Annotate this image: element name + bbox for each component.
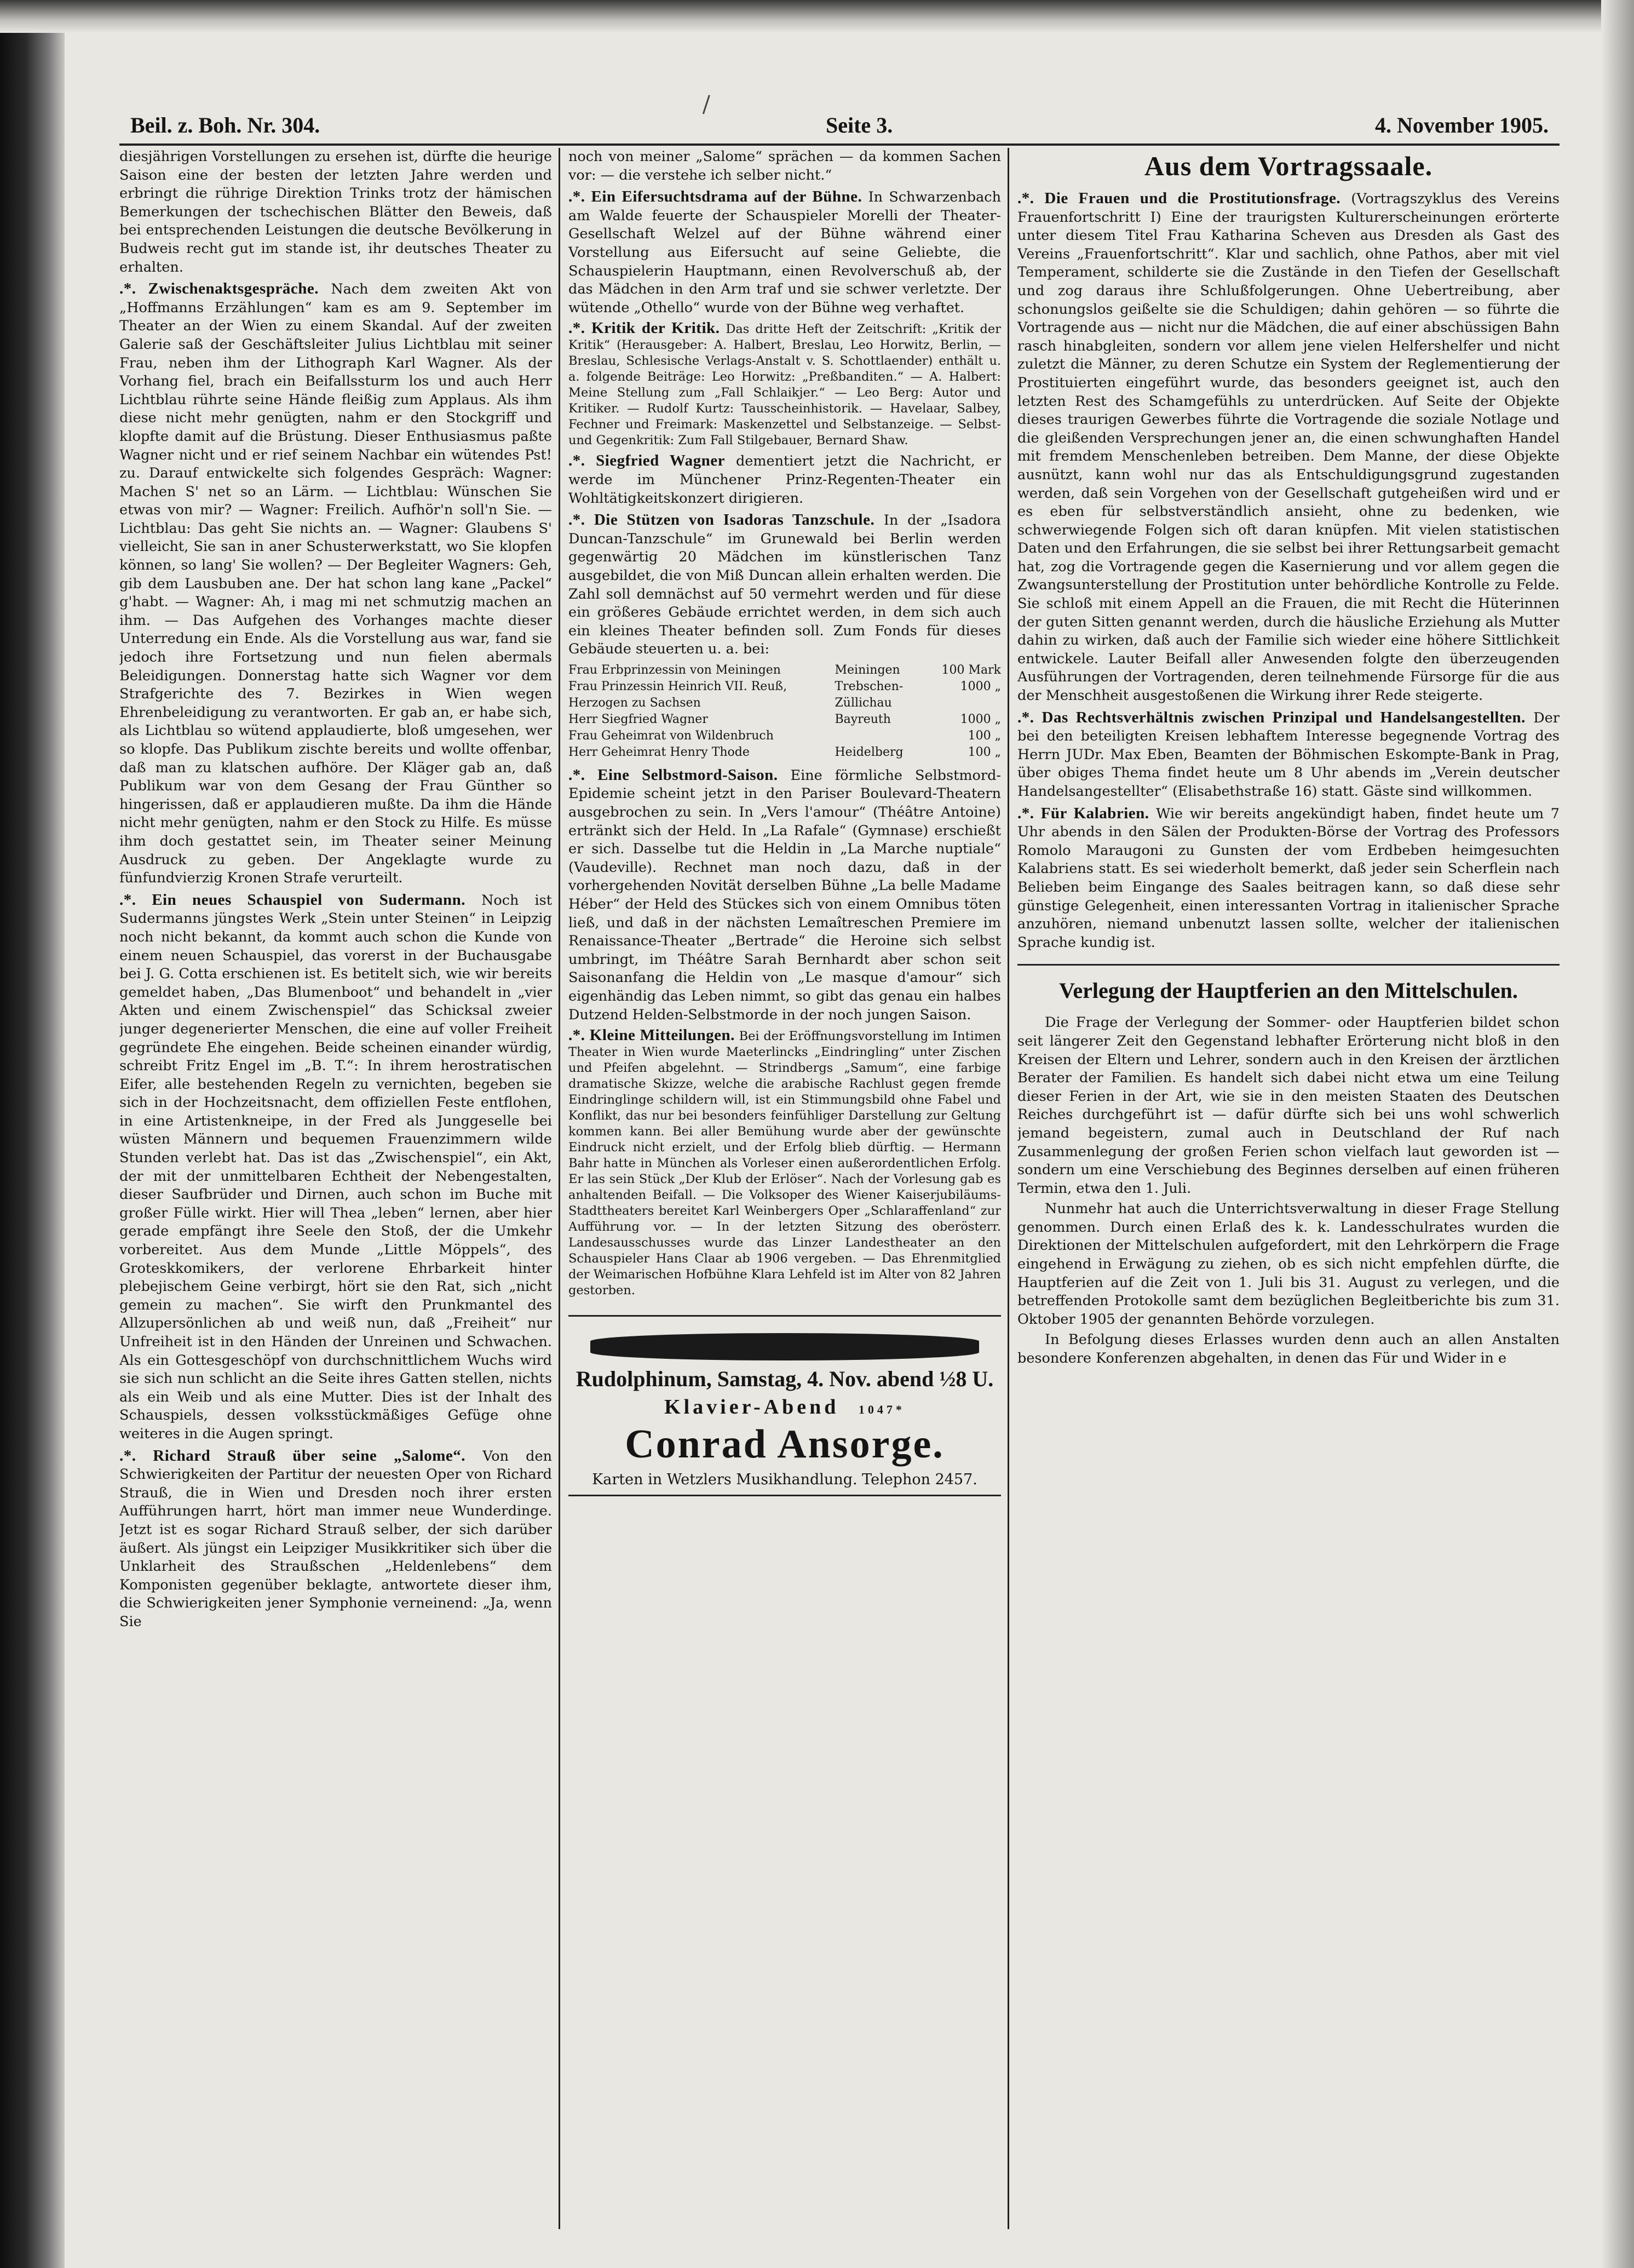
ad-decorative-bar: [590, 1333, 979, 1360]
article-selbstmord-saison: [568, 766, 1001, 1024]
article-body: (Vortragszyklus des Vereins Frauenfortschritt I) Eine der traurigsten Kulturerscheinungen erörterte unter diesem Titel Frau Katharina Scheven aus Dresden als Gast des Vereins „Frauenfortschritt“. Klar und sachlich, ohne Pathos, aber mit viel Temperament, schilderte sie die Zustände in den Tiefen der Gesellschaft und zog daraus ihre Schlußfolgerungen. Ohne Uebertreibung, aber schonungslos geißelte sie die Schuldigen; dahin gehören — so führte die Vortragende aus — nicht nur die Mädchen, die auf einer abschüssigen Bahn rasch hinabgleiten, sondern vor allem jene vielen Helfershelfer und nicht zuletzt die Männer, zu deren Schutze ein System der Reglementierung der Prostituierten eingeführt wurde, das besonders geeignet ist, auch den letzten Rest des Schamgefühls zu unterdrücken. Auf Seite der Objekte dieses traurigen Gewerbes führte die Vortragende die soziale Notlage und die gleißenden Versprechungen jener an, die einen schwunghaften Handel mit fremdem Menschenleben betreiben. Dem Manne, der diese Objekte ausnützt, kann wohl nur das als Entschuldigungsgrund zugestanden werden, daß sein Vorgehen von der Gesellschaft gutgeheißen wird und er es eben für selbstverständlich ansieht, ohne zu bedenken, wie schwerwiegende Folgen sich oft daran knüpfen. Mit vielen statistischen Daten und den Erfahrungen, die sie selbst bei ihrer Rettungsarbeit gemacht hat, zog die Vortragende gegen die Kasernierung und vor allem gegen die Zwangsunterstellung der Prostitution unter behördliche Kontrolle zu Felde. Sie schloß mit einem Appell an die Frauen, die mit Recht die Hüterinnen der guten Sitten genannt werden, durch die häusliche Erziehung als Mutter dahin zu wirken, daß auch der Familie sich wieder eine höhere Sittlichkeit entwickele. Lauter Beifall aller Anwesenden folgte den überzeugenden Ausführungen der Vortragenden, deren teilnehmende Fürsorge für die aus der Menschheit ausgestoßenen die Wirkung ihrer Rede steigerte.: [1017, 191, 1560, 704]
article-body: Noch ist Sudermanns jüngstes Werk „Stein unter Steinen“ in Leipzig noch nicht bekannt, da kommt auch schon die Kunde von einem neuen Schauspiel, das vorerst in der Buchausgabe bei J. G. Cotta erschienen ist. Es betitelt sich, wie wir bereits gemeldet haben, „Das Blumenboot“ und behandelt in „vier Akten und einem Zwischenspiel“ das Schicksal zweier junger degenerierter Menschen, die eine auf voller Freiheit gegründete Ehe eingehen. Beide scheinen einander würdig, schreibt Fritz Engel im „B. T.“: In ihrem herostratischen Eifer, alle bestehenden Regeln zu vernichten, begeben sie sich in der Hochzeitsnacht, dem offiziellen Feste entflohen, in eine Artistenkneipe, in der Fred als Junggeselle bei wüsten Männern und bequemen Frauenzimmern wilde Stunden verlebt hat. Das ist das „Zwischenspiel“, ein Akt, der mit der unmittelbaren Echtheit der Nebengestalten, dieser Saufbrüder und Dirnen, auch schon im Buche mit großer Fülle wirkt. Hier will Thea „leben“ lernen, aber hier gerade empfängt ihre Seele den Stoß, der die Umkehr vorbereitet. Aus dem Munde „Little Möppels“, des Groteskkomikers, der verlorene Ehrbarkeit hinter plebejischem Geine verbirgt, hört sie den Rat, sich „nicht gemein zu machen“. Sie wirft den Prunkmantel des Allzupersönlichen ab und weiß nun, daß „Freiheit“ nur Unfreiheit ist in den Händen der Unreinen und Schwachen. Als ein Gottesgeschöpf von durchschnittlichem Wuchs wird sie sich nun schlicht an die Seite ihres Gatten stellen, nichts als ein Weib und als eine Mutter. Dies ist der Inhalt des Schauspiels, dessen volksstückmäßiges Gefüge ohne weiteres in die Augen springt.: [119, 892, 552, 1442]
donor-place: Heidelberg: [835, 745, 904, 759]
donor-row: [568, 662, 1001, 679]
donor-place: Bayreuth: [835, 712, 891, 726]
donor-name: Frau Geheimrat von Wildenbruch: [568, 728, 774, 743]
donor-name: Frau Erbprinzessin von Meiningen: [568, 663, 781, 677]
article-siegfried-wagner: [568, 452, 1001, 508]
donor-amount: 1000 „: [960, 712, 1001, 726]
article-heading: .*. Eine Selbstmord-Saison.: [568, 766, 778, 784]
column-1: [119, 148, 552, 2240]
article-heading: .*. Für Kalabrien.: [1017, 805, 1149, 822]
article-body: Wie wir bereits angekündigt haben, findet heute um 7 Uhr abends in den Sälen der Produkten-Börse der Vortrag des Professors Romolo Maraugoni zu Gunsten der vom Erdbeben heimgesuchten Kalabriens statt. Es sei wiederholt bemerkt, daß jeder sein Scherflein nach Belieben beim Eingange des Saales beitragen kann, so daß diese sehr günstige Gelegenheit, einen interessanten Vortrag in italienischer Sprache anzuhören, niemand unbenutzt lassen sollte, welcher der italienischen Sprache kundig ist.: [1017, 805, 1560, 951]
article-eifersuchtsdrama: [568, 188, 1001, 317]
header-issue: Beil. z. Boh. Nr. 304.: [130, 113, 320, 137]
article-heading: .*. Das Rechtsverhältnis zwischen Prinzipal und Handelsangestellten.: [1017, 709, 1526, 726]
concert-advertisement: [568, 1315, 1001, 1496]
ad-venue-date: Rudolphinum, Samstag, 4. Nov. abend ½8 U.: [576, 1366, 994, 1392]
donor-name: Herr Geheimrat Henry Thode: [568, 745, 750, 759]
paragraph: Nunmehr hat auch die Unterrichtsverwaltung in dieser Frage Stellung genommen. Durch einen Erlaß des k. k. Landesschulrates wurden die Direktionen der Mittelschulen aufgefordert, mit den Lehrkörpern die Frage eingehend in Erwägung zu ziehen, ob es sich nicht empfehlen dürfte, die Hauptferien auf die Zeit von 1. Juli bis 31. August zu verlegen, und die betreffenden Protokolle samt dem bezüglichen Begleitberichte bis zum 31. Oktober 1905 der genannten Behörde vorzulegen.: [1017, 1201, 1560, 1328]
article-continuation: noch von meiner „Salome“ sprächen — da kommen Sachen vor: — die verstehe ich selber nicht.“: [568, 148, 1001, 183]
article-kalabrien: [1017, 805, 1560, 952]
ad-rule: [568, 1495, 1001, 1496]
section-rule: [1017, 964, 1560, 966]
article-prostitutionsfrage: [1017, 190, 1560, 705]
column-3: [1017, 148, 1560, 2240]
section-title: Aus dem Vortragssaale.: [1144, 151, 1433, 181]
donor-place: Meiningen: [835, 663, 900, 677]
column-2: [568, 148, 1001, 2240]
article-heading: .*. Ein neues Schauspiel von Sudermann.: [119, 891, 465, 909]
article-heading: .*. Siegfried Wagner: [568, 452, 725, 469]
article-body: Nach dem zweiten Akt von „Hoffmanns Erzählungen“ kam es am 9. September im Theater an der Wien zu einem Skandal. Auf der zweiten Galerie saß der Geschäftsleiter Julius Lichtblau mit seiner Frau, neben ihm der Lithograph Karl Wagner. Als der Vorhang fiel, brach ein Beifallssturm los und auch Herr Lichtblau rührte seine Hände fleißig zum Applaus. Als ihm diese nicht mehr genügten, nahm er den Stockgriff und klopfte damit auf die Brüstung. Dieser Enthusiasmus paßte Wagner nicht und er rief seinem Nachbar ein wütendes Pst! zu. Darauf entwickelte sich folgendes Gespräch: Wagner: Machen S' net so an Lärm. — Lichtblau: Wünschen Sie etwas von mir? — Wagner: Freilich. Aufhör'n soll'n Sie. — Lichtblau: Das geht Sie nichts an. — Wagner: Glaubens S' vielleicht, Sie san in aner Schusterwerkstatt, wo Sie klopfen können, so lang' Sie wollen? — Der Begleiter Wagners: Geh, gib dem Lausbuben ane. Der hat schon lang kane „Packel“ g'habt. — Wagner: Ah, i mag mi net schmutzig machen an ihm. — Das Aufgehen des Vorhanges machte dieser Unterredung ein Ende. Als die Vorstellung aus war, fand sie jedoch ihre Fortsetzung und nun fielen abermals Beleidigungen. Donnerstag hatte sich Wagner vor dem Strafgerichte des 7. Bezirkes in Wien wegen Ehrenbeleidigung zu verantworten. Er gab an, er habe sich, als Lichtblau so wütend applaudierte, bloß umgesehen, wer so klopfe. Das Publikum zischte bereits und wollte offenbar, daß man zu klatschen aufhöre. Der Kläger gab an, daß Publikum war von dem Gesang der Frau Günther so hingerissen, daß er applaudieren mußte. Da ihm die Hände nicht mehr genügten, nahm er den Stock zu Hilfe. Es müsse ihm doch gestattet sein, im Theater seiner Meinung Ausdruck zu geben. Der Angeklagte wurde zu fünfundvierzig Kronen Strafe verurteilt.: [119, 281, 552, 887]
donor-amount: 1000 „: [960, 679, 1001, 693]
article-rechtsverhaeltnis: [1017, 709, 1560, 801]
article-zwischenaktsgespraeche: [119, 280, 552, 888]
donor-place: Trebschen-Züllichau: [835, 679, 904, 710]
donor-amount: 100 „: [968, 728, 1001, 743]
donor-row: [568, 744, 1001, 761]
ad-number: 1047*: [858, 1403, 905, 1417]
article-heading: .*. Zwischenaktsgespräche.: [119, 280, 319, 297]
article-body: Der bei den beteiligten Kreisen lebhaftem Interesse begegnende Vortrag des Herrn JUDr. Max Eben, Beamten der Böhmischen Eskompte-Bank in Prag, über obiges Thema findet heute um 8 Uhr abends im „Verein deutscher Handelsangestellter“ (Elisabethstraße 16) statt. Gäste sind willkommen.: [1017, 709, 1560, 800]
header-date: 4. November 1905.: [1375, 113, 1549, 137]
newspaper-page: [65, 0, 1634, 2268]
article-kleine-mitteilungen: [568, 1027, 1001, 1299]
page-header: [130, 112, 1549, 145]
column-rule: [1008, 148, 1009, 2229]
article-heading: .*. Die Stützen von Isadoras Tanzschule.: [568, 511, 874, 529]
article-body: Von den Schwierigkeiten der Partitur der neuesten Oper von Richard Strauß, die in Wien und Dresden noch ihrer ersten Aufführungen harrt, hört man immer neue Wunderdinge. Jetzt ist es sogar Richard Strauß selber, der sich darüber äußert. Als jüngst ein Leipziger Musikkritiker sich über die Unklarheit des Straußschen „Heldenlebens“ dem Komponisten gegenüber beklagte, antwortete dieser ihm, die Schwierigkeiten jener Symphonie verneinend: „Ja, wenn Sie: [119, 1448, 552, 1630]
scan-edge-left: [0, 0, 65, 2268]
article-strauss: [119, 1447, 552, 1632]
donor-table: [568, 662, 1001, 761]
donor-place: [835, 728, 941, 744]
header-page-number: Seite 3.: [826, 113, 893, 137]
article-body: Eine förmliche Selbstmord-Epidemie scheint jetzt in den Pariser Boulevard-Theatern ausgebrochen zu sein. In „Vers l'amour“ (Théâtre Antoine) ertränkt sich der Held. In „La Rafale“ (Gymnase) erschießt er sich. Dasselbe tut die Heldin in „La Marche nuptiale“ (Vaudeville). Rechnet man noch dazu, daß in der vorhergehenden Novität derselben Bühne „La belle Madame Héber“ der Held des Stückes sich von einem Omnibus töten ließ, und daß in der nächsten Lemaîtreschen Premiere im Renaissance-Theater „Bertrade“ die Heroine sich selbst umbringt, im Théâtre Sarah Bernhardt aber schon seit Saisonanfang die Heldin von „Le masque d'amour“ sich eigenhändig das Leben nimmt, so gibt das genau ein halbes Dutzend Helden-Selbstmorde in der noch jungen Saison.: [568, 767, 1001, 1023]
article-heading: .*. Richard Strauß über seine „Salome“.: [119, 1447, 465, 1465]
article-heading: .*. Ein Eifersuchtsdrama auf der Bühne.: [568, 188, 862, 205]
paragraph: In Befolgung dieses Erlasses wurden denn auch an allen Anstalten besondere Konferenzen abgehalten, in denen das Für und Wider in e: [1017, 1331, 1560, 1367]
donor-amount: 100 Mark: [941, 663, 1001, 677]
article-body: Bei der Eröffnungsvorstellung im Intimen Theater in Wien wurde Maeterlincks „Eindringling“ unter Zischen und Pfeifen abgelehnt. — Strindbergs „Samum“, eine farbige dramatische Skizze, welche die arabische Rachlust gegen fremde Eindringlinge schildern will, ist ein Stimmungsbild ohne Fabel und Konflikt, das nur bei besonders feinfühliger Darstellung zur Geltung kommen kann. Bei aller Bemühung wurde aber der gewünschte Eindruck nicht erzielt, und der Erfolg blieb dürftig. — Hermann Bahr hatte in München als Vorleser einen außerordentlichen Erfolg. Er las sein Stück „Der Klub der Erlöser“. Nach der Vorlesung gab es anhaltenden Beifall. — Die Volksoper des Wiener Kaiserjubiläums-Stadttheaters bereitet Karl Weinbergers Oper „Schlaraffenland“ zur Aufführung vor. — In der letzten Sitzung des oberösterr. Landesausschusses wurde das Linzer Landestheater an den Schauspieler Hans Claar ab 1906 vergeben. — Das Ehrenmitglied der Weimarischen Hofbühne Klara Lehfeld ist im Alter von 82 Jahren gestorben.: [568, 1029, 1001, 1298]
article-continuation: diesjährigen Vorstellungen zu ersehen ist, dürfte die heurige Saison eine der besten der letzten Jahre werden und erbringt die rührige Direktion Trinks trotz der hämischen Bemerkungen der tschechischen Blätter den Beweis, daß bei entsprechenden Leistungen die deutsche Bevölkerung in Budweis recht gut im stande ist, ihr deutsches Theater zu erhalten.: [119, 148, 552, 275]
donor-name: Herr Siegfried Wagner: [568, 712, 708, 726]
article-body: In der „Isadora Duncan-Tanzschule“ im Grunewald bei Berlin werden gegenwärtig 20 Mädchen im künstlerischen Tanz ausgebildet, die von Miß Duncan allein erhalten werden. Die Zahl soll demnächst auf 50 vermehrt werden und für diese ein größeres Gebäude errichtet werden, in dem sich auch ein kleines Theater befinden soll. Zum Fonds für dieses Gebäude steuerten u. a. bei:: [568, 512, 1001, 658]
article-body: Das dritte Heft der Zeitschrift: „Kritik der Kritik“ (Herausgeber: A. Halbert, Breslau, Leo Horwitz, Berlin, — Breslau, Schlesische Verlags-Anstalt v. S. Schottlaender) enthält u. a. folgende Beiträge: Leo Horwitz: „Preßbanditen.“ — A. Halbert: Meine Stellung zum „Fall Schlaikjer.“ — Leo Berg: Autor und Kritiker. — Rudolf Kurtz: Tausscheinhistorik. — Havelaar, Salbey, Fechner und Freimark: Maskenzettel und Selbstanzeige. — Selbst- und Gegenkritik: Zum Fall Stilgebauer, Bernard Shaw.: [568, 322, 1001, 448]
article-body: In Schwarzenbach am Walde feuerte der Schauspieler Morelli der Theater-Gesellschaft Welzel auf der Bühne während einer Vorstellung aus Eifersucht auf seine Geliebte, die Schauspielerin Hauptmann, einen Revolverschuß ab, der das Mädchen in den Arm traf und sie schwer verletzte. Der wütende „Othello“ wurde von der Bühne weg verhaftet.: [568, 189, 1001, 316]
donor-row: [568, 728, 1001, 744]
donor-name: Frau Prinzessin Heinrich VII. Reuß, Herzogen zu Sachsen: [568, 679, 787, 710]
donor-row: [568, 711, 1001, 728]
ad-tickets: Karten in Wetzlers Musikhandlung. Telephon 2457.: [592, 1471, 977, 1489]
ad-performer: Conrad Ansorge.: [625, 1422, 945, 1467]
article-heading: .*. Kritik der Kritik.: [568, 319, 720, 337]
donor-amount: 100 „: [968, 745, 1001, 759]
article-kritik: [568, 320, 1001, 449]
article-heading: .*. Kleine Mitteilungen.: [568, 1026, 735, 1044]
paragraph: Die Frage der Verlegung der Sommer- oder Hauptferien bildet schon seit längerer Zeit den Gegenstand lebhafter Erörterung nicht bloß in den Kreisen der Eltern und Lehrer, sondern auch in den Kreisen der ärztlichen Berater der Familien. Es handelt sich dabei nicht etwa um eine Teilung dieser Ferien in der Art, wie sie in den meisten Staaten des Deutschen Reiches durchgeführt ist — dafür dürfte sich bei uns wohl schwerlich jemand begeistern, zumal auch in Deutschland der Ruf nach Zusammenlegung der großen Ferien schon vielfach laut geworden ist — sondern um eine Verschiebung des Beginnes derselben auf einen früheren Termin, etwa den 1. Juli.: [1017, 1014, 1560, 1197]
donor-row: [568, 679, 1001, 711]
article-heading: .*. Die Frauen und die Prostitutionsfrage.: [1017, 190, 1340, 207]
article-tanzschule: [568, 511, 1001, 659]
article-body: dementiert jetzt die Nachricht, er werde im Münchener Prinz-Regenten-Theater ein Wohltätigkeitskonzert dirigieren.: [568, 453, 1001, 507]
ad-event-name: Klavier-Abend: [664, 1396, 839, 1419]
article-sudermann: [119, 891, 552, 1444]
article-title-hauptferien: Verlegung der Hauptferien an den Mittelschulen.: [1059, 978, 1518, 1003]
ad-event-title: [568, 1395, 1001, 1419]
header-rule: [119, 143, 1560, 146]
column-rule: [559, 148, 560, 2229]
